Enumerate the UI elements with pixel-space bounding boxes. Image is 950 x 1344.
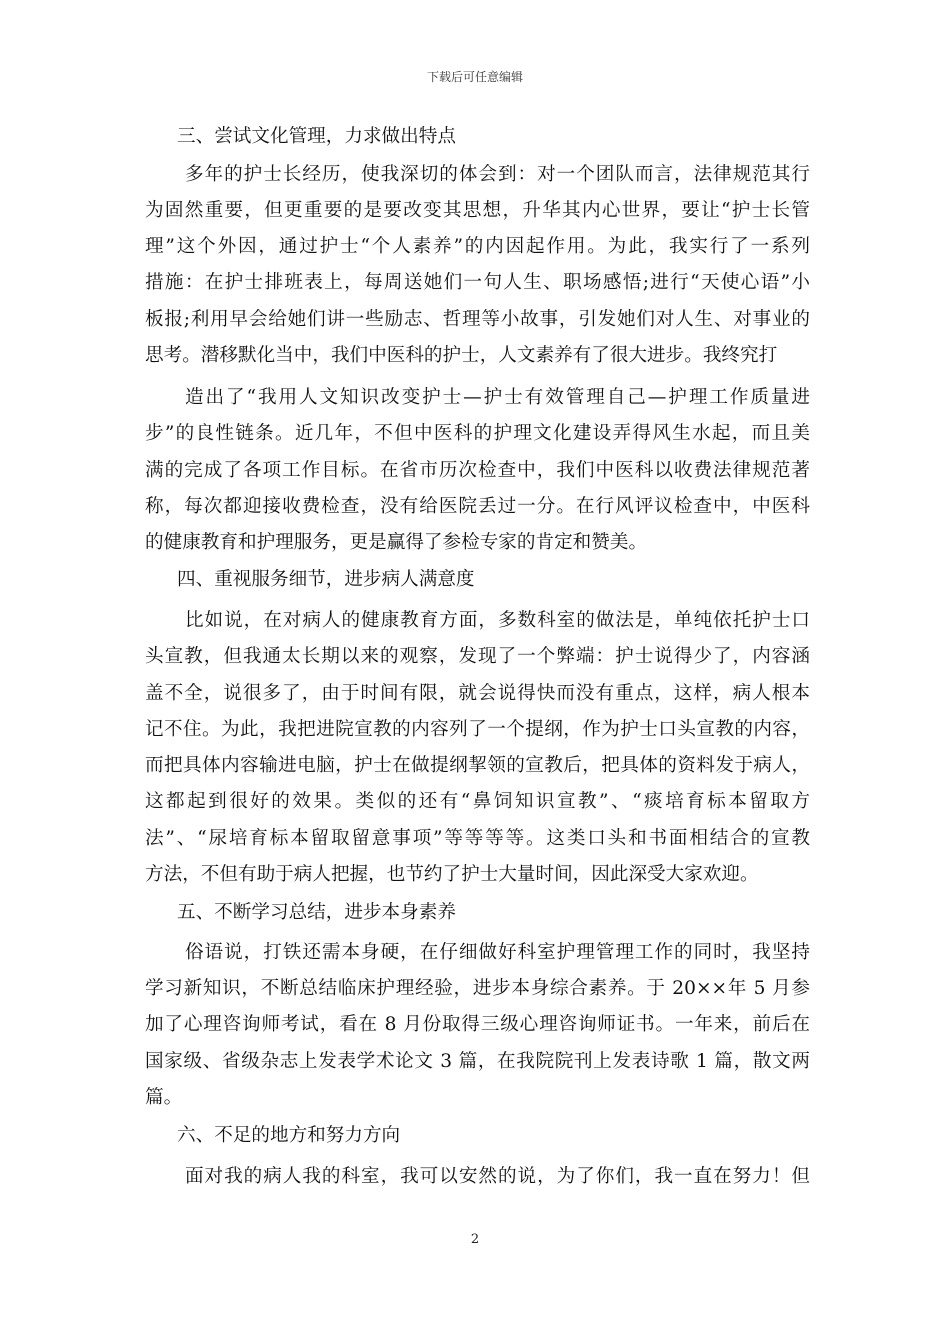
text-line: 板报;利用早会给她们讲一些励志、哲理等小故事，引发她们对人生、对事业的 — [145, 309, 810, 330]
text-line: 国家级、省级杂志上发表学术论文 3 篇，在我院院刊上发表诗歌 1 篇，散文两 — [145, 1051, 810, 1072]
section-heading: 六、不足的地方和努力方向 — [177, 1125, 401, 1146]
text-line: 记不住。为此，我把进院宣教的内容列了一个提纲，作为护士口头宣教的内容， — [145, 719, 810, 740]
text-line: 盖不全，说很多了，由于时间有限，就会说得快而没有重点，这样，病人根本 — [145, 683, 810, 704]
text-line: 头宣教，但我通太长期以来的观察，发现了一个弊端：护士说得少了，内容涵 — [145, 646, 810, 667]
page-header: 下载后可任意编辑 — [426, 70, 523, 84]
text-line: 比如说，在对病人的健康教育方面，多数科室的做法是，单纯依托护士口 — [185, 610, 810, 631]
text-line: 这都起到很好的效果。类似的还有“鼻饲知识宣教”、“痰培育标本留取方 — [145, 791, 810, 812]
text-line: 思考。潜移默化当中，我们中医科的护士，人文素养有了很大进步。我终究打 — [145, 345, 778, 366]
section-heading: 五、不断学习总结，进步本身素养 — [177, 902, 456, 923]
section-heading: 四、重视服务细节，进步病人满意度 — [177, 569, 475, 590]
text-line: 称，每次都迎接收费检查，没有给医院丢过一分。在行风评议检查中，中医科 — [145, 496, 810, 517]
text-line: 加了心理咨询师考试，看在 8 月份取得三级心理咨询师证书。一年来，前后在 — [145, 1014, 810, 1035]
text-line: 措施：在护士排班表上，每周送她们一句人生、职场感悟;进行“天使心语”小 — [145, 272, 810, 293]
text-line: 法”、“尿培育标本留取留意事项”等等等等。这类口头和书面相结合的宣教 — [145, 828, 810, 849]
text-line: 为固然重要，但更重要的是要改变其思想，升华其内心世界，要让“护士长管 — [145, 200, 810, 221]
text-line: 满的完成了各项工作目标。在省市历次检查中，我们中医科以收费法律规范著 — [145, 460, 810, 481]
section-heading: 三、尝试文化管理，力求做出特点 — [177, 126, 456, 147]
text-line: 面对我的病人我的科室，我可以安然的说，为了你们，我一直在努力！但 — [185, 1166, 810, 1187]
text-line: 方法，不但有助于病人把握，也节约了护士大量时间，因此深受大家欢迎。 — [145, 864, 759, 885]
text-line: 步”的良性链条。近几年，不但中医科的护理文化建设弄得风生水起，而且美 — [145, 423, 810, 444]
text-line: 多年的护士长经历，使我深切的体会到：对一个团队而言，法律规范其行 — [185, 164, 810, 185]
text-line: 而把具体内容输进电脑，护士在做提纲挈领的宣教后，把具体的资料发于病人， — [145, 755, 810, 776]
text-line: 篇。 — [145, 1087, 183, 1108]
text-line: 理”这个外因，通过护士“个人素养”的内因起作用。为此，我实行了一系列 — [145, 236, 810, 257]
text-line: 的健康教育和护理服务，更是赢得了参检专家的肯定和赞美。 — [145, 532, 648, 553]
page-number: 2 — [470, 1232, 480, 1247]
text-line: 造出了“我用人文知识改变护士—护士有效管理自己—护理工作质量进 — [185, 387, 810, 408]
text-line: 俗语说，打铁还需本身硬，在仔细做好科室护理管理工作的同时，我坚持 — [185, 942, 810, 963]
text-line: 学习新知识，不断总结临床护理经验，进步本身综合素养。于 20××年 5 月参 — [145, 978, 810, 999]
